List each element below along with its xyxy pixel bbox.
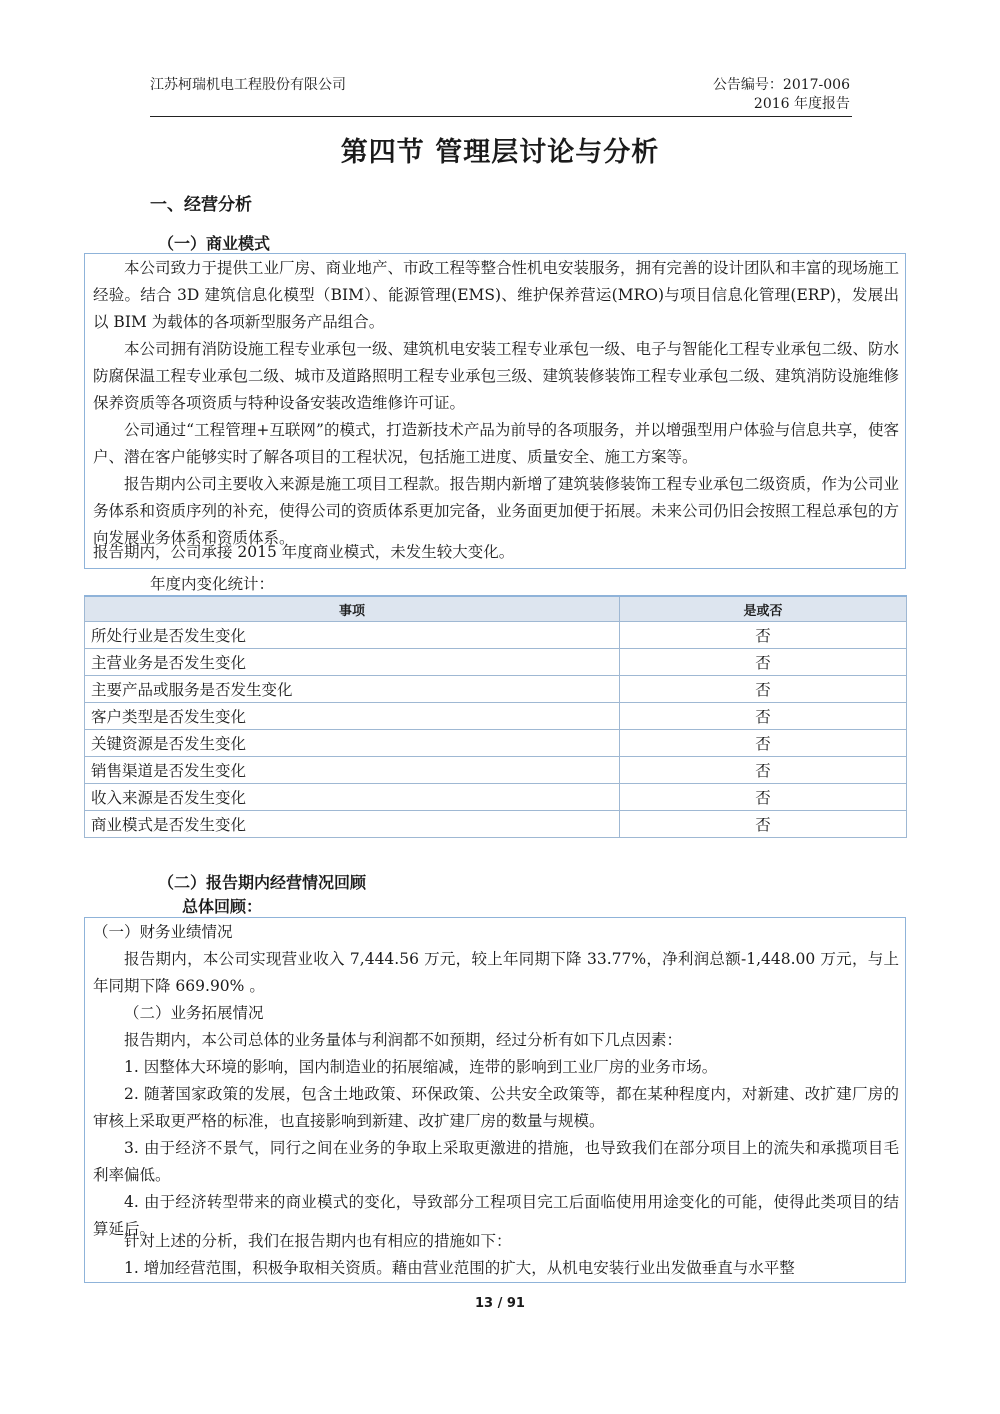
table-cell-value: 否 [620, 757, 907, 784]
table-header-yes-no: 是或否 [620, 596, 907, 622]
header-company: 江苏柯瑞机电工程股份有限公司 [150, 77, 346, 93]
table-cell-value: 否 [620, 784, 907, 811]
table-cell-value: 否 [620, 730, 907, 757]
review-line-1: （一）财务业绩情况 [93, 923, 233, 941]
business-paragraph-2: 本公司拥有消防设施工程专业承包一级、建筑机电安装工程专业承包一级、电子与智能化工程专业承包二级、防水防腐保温工程专业承包二级、城市及道路照明工程专业承包三级、建筑装修装饰工程专业承包二级、建筑消防设施维修保养资质等各项资质与特种设备安装改造维修许可证。 [93, 340, 900, 412]
table-cell-value: 否 [620, 811, 907, 838]
business-paragraph-5: 报告期内，公司承接 2015 年度商业模式，未发生较大变化。 [93, 543, 515, 561]
stats-label: 年度内变化统计： [150, 575, 275, 593]
page-title: 第四节 管理层讨论与分析 [340, 137, 660, 168]
table-row [85, 757, 907, 784]
table-cell-value: 否 [620, 649, 907, 676]
review-line-10: 1. 增加经营范围，积极争取相关资质。藉由营业范围的扩大，从机电安装行业出发做垂直与水平整 [124, 1259, 795, 1277]
header-notice-number: 公告编号：2017-006 [712, 77, 850, 93]
header-rule [150, 116, 852, 117]
table-cell-value: 否 [620, 703, 907, 730]
subsection-heading-operations-review: （二）报告期内经营情况回顾 [158, 873, 367, 892]
header-report-year: 2016 年度报告 [753, 96, 850, 112]
table-cell-item: 所处行业是否发生变化 [85, 622, 620, 649]
review-line-3: （二）业务拓展情况 [124, 1004, 264, 1022]
overview-label: 总体回顾： [182, 897, 263, 916]
business-paragraph-1: 本公司致力于提供工业厂房、商业地产、市政工程等整合性机电安装服务，拥有完善的设计团队和丰富的现场施工经验。结合 3D 建筑信息化模型（BIM）、能源管理(EMS)、维护保养营运(MRO)与项目信息化管理(ERP)，发展出以 BIM 为载体的各项新型服务产品组合。 [93, 259, 900, 331]
review-line-7: 3. 由于经济不景气，同行之间在业务的争取上采取更激进的措施，也导致我们在部分项目上的流失和承揽项目毛利率偏低。 [93, 1139, 899, 1184]
business-paragraph-3: 公司通过“工程管理+互联网”的模式，打造新技术产品为前导的各项服务，并以增强型用户体验与信息共享，使客户、潜在客户能够实时了解各项目的工程状况，包括施工进度、质量安全、施工方案等。 [93, 421, 899, 466]
page-number: 13 / 91 [475, 1296, 525, 1311]
table-row [85, 622, 907, 649]
review-line-4: 报告期内，本公司总体的业务量体与利润都不如预期，经过分析有如下几点因素： [124, 1031, 683, 1049]
table-cell-item: 销售渠道是否发生变化 [85, 757, 620, 784]
table-row [85, 811, 907, 838]
table-header-item: 事项 [85, 596, 620, 622]
subsection-heading-business-model: （一）商业模式 [158, 234, 271, 253]
table-cell-item: 关键资源是否发生变化 [85, 730, 620, 757]
business-model-box [84, 253, 906, 569]
table-row [85, 703, 907, 730]
table-row [85, 730, 907, 757]
table-cell-item: 主营业务是否发生变化 [85, 649, 620, 676]
table-row [85, 784, 907, 811]
table-cell-value: 否 [620, 622, 907, 649]
review-line-6: 2. 随著国家政策的发展，包含土地政策、环保政策、公共安全政策等，都在某种程度内，对新建、改扩建厂房的审核上采取更严格的标准，也直接影响到新建、改扩建厂房的数量与规模。 [93, 1085, 899, 1130]
table-cell-item: 收入来源是否发生变化 [85, 784, 620, 811]
change-stats-table [84, 595, 907, 838]
review-line-2: 报告期内，本公司实现营业收入 7,444.56 万元，较上年同期下降 33.77%，净利润总额-1,448.00 万元，与上年同期下降 669.90% 。 [93, 950, 899, 995]
table-cell-item: 主要产品或服务是否发生变化 [85, 676, 620, 703]
business-paragraph-4: 报告期内公司主要收入来源是施工项目工程款。报告期内新增了建筑装修装饰工程专业承包二级资质，作为公司业务体系和资质序列的补充，使得公司的资质体系更加完备，业务面更加便于拓展。未来公司仍旧会按照工程总承包的方向发展业务体系和资质体系。 [93, 475, 900, 547]
table-header-row [85, 596, 907, 622]
review-line-9: 针对上述的分析，我们在报告期内也有相应的措施如下： [124, 1232, 512, 1250]
operations-review-box [84, 917, 906, 1283]
section-heading: 一、经营分析 [150, 195, 252, 215]
review-line-5: 1. 因整体大环境的影响，国内制造业的拓展缩减，连带的影响到工业厂房的业务市场。 [124, 1058, 718, 1076]
table-row [85, 676, 907, 703]
review-line-8: 4. 由于经济转型带来的商业模式的变化，导致部分工程项目完工后面临使用用途变化的可能，使得此类项目的结算延后。 [93, 1193, 899, 1238]
table-row [85, 649, 907, 676]
table-cell-item: 客户类型是否发生变化 [85, 703, 620, 730]
table-cell-item: 商业模式是否发生变化 [85, 811, 620, 838]
table-cell-value: 否 [620, 676, 907, 703]
